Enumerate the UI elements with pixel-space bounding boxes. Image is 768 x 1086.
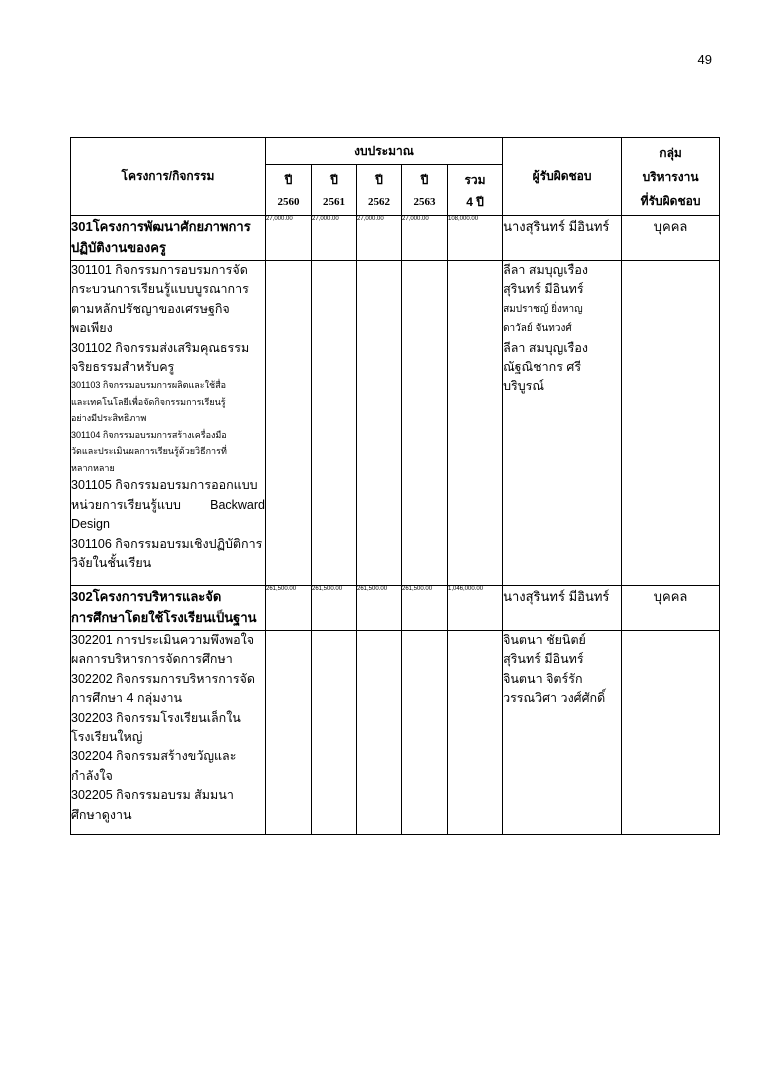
empty-cell <box>622 631 720 835</box>
page-number: 49 <box>697 52 712 67</box>
total-label-cell <box>448 190 503 216</box>
year-header-2561 <box>312 165 357 190</box>
responsible-name: สุรินทร์ มีอินทร์ <box>503 652 584 667</box>
activity-list <box>71 261 266 586</box>
budget-cell: 27,000.00 <box>402 216 448 261</box>
empty-cell <box>357 261 402 586</box>
budget-cell: 27,000.00 <box>357 216 402 261</box>
responsible-name: ลีลา สมบุญเรือง <box>503 340 588 355</box>
project-title <box>71 586 266 631</box>
project-title-line: การศึกษาโดยใช้โรงเรียนเป็นฐาน <box>71 610 257 625</box>
year-value: 2561 <box>323 196 345 209</box>
activity-line: ผลการบริหารการจัดการศึกษา <box>71 652 233 667</box>
activity-line: 301103 กิจกรรมอบรมการผลิตและใช้สื่อ <box>71 380 227 391</box>
responsible-column-header <box>503 138 622 216</box>
activity-line: โรงเรียนใหญ่ <box>71 730 143 745</box>
budget-table <box>70 137 720 835</box>
responsible-column-label: ผู้รับผิดชอบ <box>532 169 592 183</box>
activity-line: ตามหลักปรัชญาของเศรษฐกิจ <box>71 301 230 316</box>
total-header <box>448 165 503 190</box>
empty-cell <box>312 631 357 835</box>
responsible-name: สุรินทร์ มีอินทร์ <box>503 282 584 297</box>
activity-line: 302203 กิจกรรมโรงเรียนเล็กใน <box>71 710 241 725</box>
budget-cell: 27,000.00 <box>266 216 312 261</box>
group-cell: บุคคล <box>622 586 720 631</box>
year-prefix: ปี <box>330 172 338 187</box>
activities-row <box>71 631 720 835</box>
activity-line: 301101 กิจกรรมการอบรมการจัด <box>71 263 248 277</box>
group-cell: บุคคล <box>622 216 720 261</box>
activity-line: อย่างมีประสิทธิภาพ <box>71 413 147 424</box>
activity-line-part: หน่วยการเรียนรู้แบบ <box>71 497 181 512</box>
empty-cell <box>266 631 312 835</box>
responsible-name: สมปราชญ์ ยิ่งหาญ <box>503 303 583 315</box>
responsible-name: จินตนา จิตร์รัก <box>503 671 583 686</box>
activity-line-justified <box>71 496 265 515</box>
activity-line: 301106 กิจกรรมอบรมเชิงปฏิบัติการ <box>71 536 263 551</box>
empty-cell <box>402 261 448 586</box>
responsible-cell: นางสุรินทร์ มีอินทร์ <box>503 216 622 261</box>
budget-cell: 261,500.00 <box>357 586 402 631</box>
budget-group-label: งบประมาณ <box>354 143 414 158</box>
activity-line: 302205 กิจกรรมอบรม สัมมนา <box>71 788 234 803</box>
group-header-line-3: ที่รับผิดชอบ <box>640 193 701 208</box>
project-row <box>71 586 720 631</box>
year-value-cell <box>266 190 312 216</box>
empty-cell <box>312 261 357 586</box>
total-cell: 108,000.00 <box>448 216 503 261</box>
project-title-line: 302โครงการบริหารและจัด <box>71 589 222 604</box>
year-header-2562 <box>357 165 402 190</box>
group-header-line-1: กลุ่ม <box>659 145 682 160</box>
activity-line: การศึกษา 4 กลุ่มงาน <box>71 691 183 706</box>
activity-line: และเทคโนโลยีเพื่อจัดกิจกรรมการเรียนรู้ <box>71 396 226 407</box>
empty-cell <box>448 261 503 586</box>
project-title <box>71 216 266 261</box>
year-value: 2562 <box>368 196 390 209</box>
responsible-name: จินตนา ชัยนิตย์ <box>503 633 586 647</box>
group-column-header <box>622 138 720 216</box>
responsible-name: วรรณวิศา วงศ์ศักดิ์ <box>503 691 606 706</box>
responsible-list <box>503 631 622 835</box>
responsible-list <box>503 261 622 586</box>
responsible-name: ลีลา สมบุญเรือง <box>503 263 588 277</box>
year-value-cell <box>312 190 357 216</box>
year-value: 2563 <box>413 196 436 209</box>
activity-line: 302201 การประเมินความพึงพอใจ <box>71 633 255 647</box>
activity-line: จริยธรรมสำหรับครู <box>71 360 175 375</box>
activity-line: 302204 กิจกรรมสร้างขวัญและ <box>71 749 237 764</box>
empty-cell <box>448 631 503 835</box>
year-header-2560 <box>266 165 312 190</box>
empty-cell <box>266 261 312 586</box>
year-header-2563 <box>402 165 448 190</box>
activity-line: ศึกษาดูงาน <box>71 807 132 822</box>
year-prefix: ปี <box>284 172 293 187</box>
project-column-header <box>71 138 266 216</box>
activity-line: วัดและประเมินผลการเรียนรู้ด้วยวิธีการที่ <box>71 446 227 457</box>
project-column-label: โครงการ/กิจกรรม <box>121 169 215 183</box>
activity-line: 301102 กิจกรรมส่งเสริมคุณธรรม <box>71 340 250 355</box>
budget-cell: 261,500.00 <box>312 586 357 631</box>
budget-cell: 261,500.00 <box>402 586 448 631</box>
activity-line: 301104 กิจกรรมอบรมการสร้างเครื่องมือ <box>71 429 227 440</box>
activity-line: 301105 กิจกรรมอบรมการออกแบบ <box>71 478 258 493</box>
activity-line: วิจัยในชั้นเรียน <box>71 556 152 571</box>
activity-line: กำลังใจ <box>71 768 113 783</box>
empty-cell <box>402 631 448 835</box>
activity-line: พอเพียง <box>71 321 113 336</box>
responsible-cell: นางสุรินทร์ มีอินทร์ <box>503 586 622 631</box>
year-value-cell <box>402 190 448 216</box>
year-value: 2560 <box>277 196 300 209</box>
activity-line: 302202 กิจกรรมการบริหารการจัด <box>71 671 255 686</box>
activity-line: Design <box>71 517 110 532</box>
empty-cell <box>622 261 720 586</box>
project-row <box>71 216 720 261</box>
total-label-line-1: รวม <box>464 172 486 187</box>
activity-line: กระบวนการเรียนรู้แบบบูรณาการ <box>71 282 249 297</box>
year-value-cell <box>357 190 402 216</box>
budget-group-header <box>266 138 503 165</box>
year-prefix: ปี <box>420 172 429 187</box>
responsible-name: ณัฐณิชากร ศรีบริบูรณ์ <box>503 360 582 394</box>
total-label-line-2: 4 ปี <box>466 194 484 209</box>
total-cell: 1,046,000.00 <box>448 586 503 631</box>
responsible-name: ดาวัลย์ จันทวงศ์ <box>503 323 572 335</box>
empty-cell <box>357 631 402 835</box>
budget-cell: 27,000.00 <box>312 216 357 261</box>
budget-cell: 261,500.00 <box>266 586 312 631</box>
group-header-line-2: บริหารงาน <box>642 169 699 184</box>
project-title-line: 301โครงการพัฒนาศักยภาพการ <box>71 219 251 234</box>
year-prefix: ปี <box>375 172 383 187</box>
activity-line: หลากหลาย <box>71 462 115 473</box>
activity-list <box>71 631 266 835</box>
activities-row <box>71 261 720 586</box>
project-title-line: ปฏิบัติงานของครู <box>71 240 166 255</box>
activity-line-part: Backward <box>210 497 265 512</box>
